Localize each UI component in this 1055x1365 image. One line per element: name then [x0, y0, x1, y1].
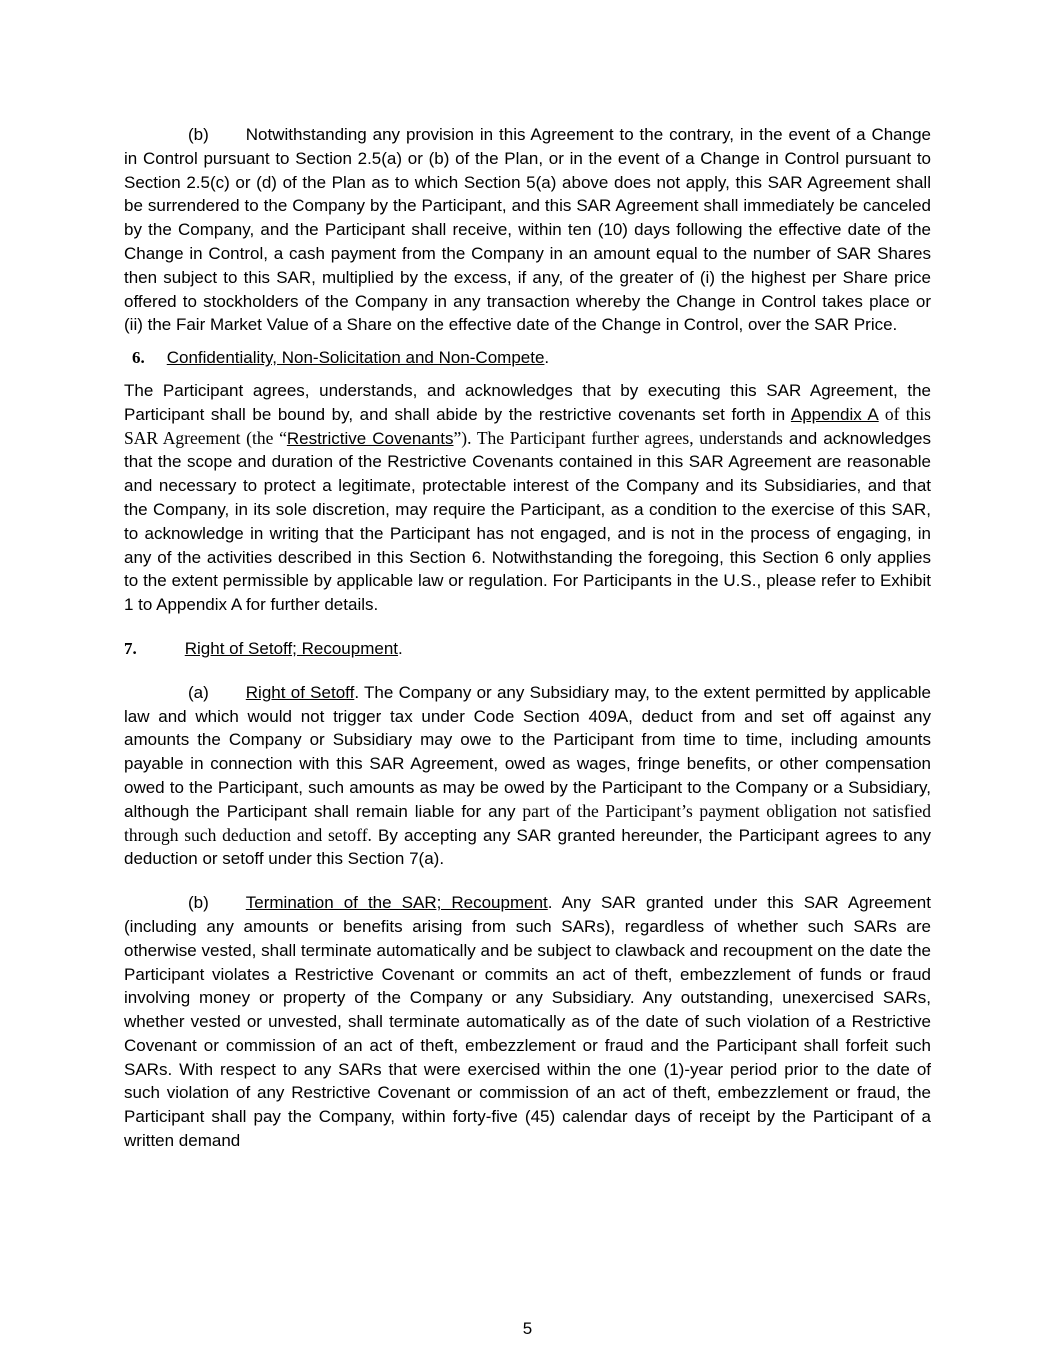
section-5b-paragraph	[124, 123, 931, 337]
section-7b-text: . Any SAR granted under this SAR Agreement (including any amounts or benefits arising from such SARs), regardless of whether such SARs are otherwise vested, shall terminate automatically and be subject to clawback and recoupment on the date the Participant violates a Restrictive Covenant or commits an act of theft, embezzlement of funds or fraud involving money or property of the Company or any Subsidiary. Any outstanding, unexercised SARs, whether vested or unvested, shall terminate automatically as of the date of such violation of a Restrictive Covenant or commission of an act of theft, embezzlement or fraud and the Participant shall forfeit such SARs. With respect to any SARs that were exercised within the one (1)-year period prior to the date of such violation of any Restrictive Covenant or commission of an act of theft, embezzlement or fraud, the Participant shall pay the Company, within forty-five (45) calendar days of receipt by the Participant of a written demand	[124, 893, 931, 1151]
section-7b-paragraph	[124, 891, 931, 1153]
section-6-title: Confidentiality, Non-Solicitation and Non-Compete	[166, 348, 545, 368]
restrictive-covenants-term: Restrictive Covenants	[286, 428, 454, 448]
section-6-body-part2: of this SAR Agreement (the “	[124, 403, 931, 448]
section-7a-title: Right of Setoff	[245, 682, 355, 702]
section-7a-paragraph	[124, 681, 931, 871]
section-5b-label: (b)	[188, 125, 209, 144]
page-number: 5	[522, 1319, 533, 1338]
section-6-number: 6.	[132, 348, 145, 368]
section-6-body-part3: ”). The Participant further agrees, understands	[453, 427, 783, 448]
section-7b-label: (b)	[188, 893, 209, 913]
section-6-heading	[124, 346, 931, 370]
section-6-body	[124, 379, 931, 617]
section-7a-text-part1: . The Company or any Subsidiary may, to the extent permitted by applicable law and which would not trigger tax under Code Section 409A, deduct from and set off against any amounts the Company or Subsidiary may owe to the Participant from time to time, including amounts payable in connection with this SAR Agreement, owed as wages, fringe benefits, or other compensation owed to the Participant, such amounts as may be owed by the Participant to the Company or a Subsidiary, although the Participant shall remain liable for any	[124, 682, 932, 821]
section-7a-text-serif: part of the Participant’s payment obligation not satisfied through such deduction and setoff.	[124, 800, 931, 845]
section-7a-label: (a)	[188, 682, 209, 702]
section-6-body-part1: The Participant agrees, understands, and acknowledges that by executing this SAR Agreement, the Participant shall be bound by, and shall abide by the restrictive covenants set forth in	[124, 380, 931, 424]
section-7-number: 7.	[124, 638, 137, 658]
section-5b-text: Notwithstanding any provision in this Agreement to the contrary, in the event of a Change in Control pursuant to Section 2.5(a) or (b) of the Plan, or in the event of a Change in Control pursuant to Section 2.5(c) or (d) of the Plan as to which Section 5(a) above does not apply, this SAR Agreement shall be surrendered to the Company by the Participant, and this SAR Agreement shall immediately be canceled by the Company, and the Participant shall receive, within ten (10) days following the effective date of the Change in Control, a cash payment from the Company in an amount equal to the number of SAR Shares then subject to this SAR, multiplied by the excess, if any, of the greater of (i) the highest per Share price offered to stockholders of the Company in any transaction whereby the Change in Control takes place or (ii) the Fair Market Value of a Share on the effective date of the Change in Control, over the SAR Price.	[124, 125, 931, 335]
section-6-title-end: .	[544, 348, 550, 368]
appendix-a-link[interactable]: Appendix A	[790, 404, 879, 424]
section-7b-title: Termination of the SAR; Recoupment	[245, 893, 548, 913]
section-7-title: Right of Setoff; Recoupment	[184, 638, 399, 658]
section-7-title-end: .	[398, 638, 403, 658]
section-7a-text-part2: By accepting any SAR granted hereunder, the Participant agrees to any deduction or setoff under this Section 7(a).	[124, 825, 931, 869]
section-6-body-part4: and acknowledges that the scope and duration of the Restrictive Covenants contained in this SAR Agreement are reasonable and necessary to protect a legitimate, protectable interest of the Company and its Subsidiaries, and that the Company, in its sole discretion, may require the Participant, as a condition to the exercise of this SAR, to acknowledge in writing that the Participant has not engaged, and is not in the process of engaging, in any of the activities described in this Section 6. Notwithstanding the foregoing, this Section 6 only applies to the extent permissible by applicable law or regulation. For Participants in the U.S., please refer to Exhibit 1 to Appendix A for further details.	[124, 428, 932, 615]
document-page	[124, 123, 931, 1153]
section-7-heading	[124, 637, 931, 661]
